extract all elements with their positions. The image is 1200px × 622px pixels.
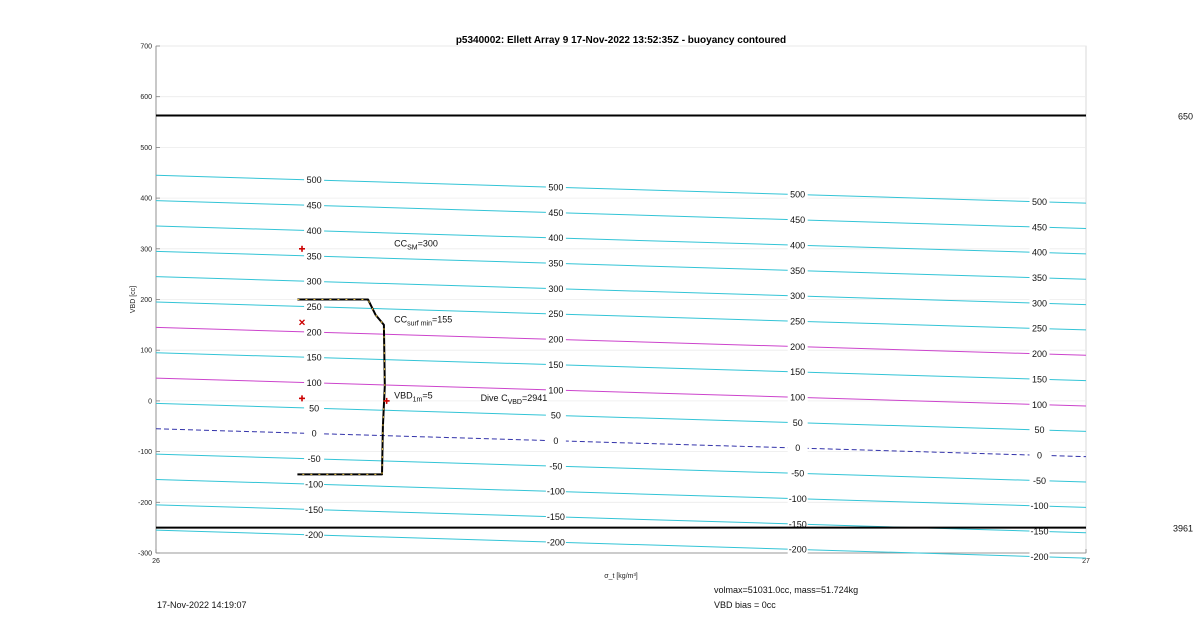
contour-label: 0 <box>553 435 559 446</box>
x-tick-label: 26 <box>152 558 160 565</box>
annotation-subscript: VBD <box>507 398 522 406</box>
contour-label: 150 <box>790 367 806 378</box>
y-axis-label: VBD [cc] <box>130 285 137 314</box>
annotation-base: CC <box>394 314 408 325</box>
contour-label: 500 <box>1031 196 1048 207</box>
contour-label: 350 <box>548 258 564 269</box>
y-tick-label: 0 <box>148 398 152 406</box>
contour-label: 300 <box>790 291 806 302</box>
contour-label: -50 <box>1032 475 1047 486</box>
contour-label: 0 <box>795 443 801 454</box>
contour-label: 400 <box>1031 247 1048 258</box>
limit-label: 650 <box>1177 111 1193 122</box>
contour-label: 100 <box>306 378 322 389</box>
y-tick-label: -200 <box>137 499 152 507</box>
contour-label: 500 <box>306 175 322 186</box>
x-tick-label: 27 <box>1082 558 1090 565</box>
contour-label: 350 <box>790 265 806 276</box>
x-axis-label: σ_t [kg/m³] <box>604 573 638 580</box>
contour-label: 50 <box>1034 425 1045 436</box>
y-tick-label: -300 <box>137 550 152 558</box>
contour-label: -50 <box>307 454 321 465</box>
contour-label: 150 <box>548 359 564 370</box>
contour-label: -200 <box>788 544 807 555</box>
contour-label: 450 <box>790 215 806 226</box>
contour-label: 450 <box>1031 222 1048 233</box>
contour-label: 100 <box>548 385 564 396</box>
contour-label: 50 <box>550 410 561 421</box>
contour-label: 250 <box>548 309 564 320</box>
footer-timestamp: 17-Nov-2022 14:19:07 <box>157 600 247 610</box>
footer-volmax: volmax=51031.0cc, mass=51.724kg <box>714 585 859 595</box>
annotation-subscript: 1m <box>412 396 423 404</box>
annotation-value: =300 <box>417 238 438 249</box>
annotation-subscript: SM <box>407 244 418 252</box>
contour-label: -50 <box>791 468 805 479</box>
annotation-base: CC <box>394 238 408 249</box>
contour-label: -200 <box>546 537 565 548</box>
contour-label: 450 <box>548 207 564 218</box>
contour-label: 150 <box>306 352 322 363</box>
y-tick-label: 100 <box>140 347 152 355</box>
contour-label: 250 <box>1031 323 1048 334</box>
contour-label: -100 <box>788 493 807 504</box>
contour-label: 350 <box>306 251 322 262</box>
contour-label: 450 <box>306 200 322 211</box>
y-tick-label: 600 <box>140 94 152 102</box>
contour-label: 0 <box>311 428 317 439</box>
contour-label: -200 <box>1030 551 1049 562</box>
y-tick-label: 400 <box>140 195 152 203</box>
contour-label: 500 <box>790 189 806 200</box>
footer-vbd-bias: VBD bias = 0cc <box>714 600 776 610</box>
contour-label: -200 <box>305 530 324 541</box>
contour-label: -50 <box>549 461 563 472</box>
y-tick-label: 200 <box>140 297 152 304</box>
annotation-value: =2941 <box>521 392 548 403</box>
contour-label: 100 <box>790 392 806 403</box>
annotation-value: =5 <box>422 390 433 401</box>
annotation-base: VBD <box>394 390 413 401</box>
contour-label: -100 <box>546 486 565 497</box>
y-tick-label: 300 <box>140 246 152 254</box>
contour-label: 50 <box>309 403 320 414</box>
contour-label: 400 <box>790 240 806 251</box>
contour-label: -150 <box>788 519 807 530</box>
contour-label: 200 <box>1031 349 1048 360</box>
contour-label: -100 <box>305 479 324 490</box>
contour-label: -150 <box>546 512 565 523</box>
limit-label: 3961 <box>1172 523 1193 534</box>
contour-label: 400 <box>548 233 564 244</box>
contour-label: -100 <box>1030 501 1049 512</box>
chart-title: p5340002: Ellett Array 9 17-Nov-2022 13:52:35Z - buoyancy contoured <box>455 35 787 46</box>
contour-label: 350 <box>1031 273 1048 284</box>
contour-label: 50 <box>792 417 803 428</box>
contour-label: 400 <box>306 225 322 236</box>
contour-label: 200 <box>548 334 564 345</box>
y-tick-label: 700 <box>140 43 152 51</box>
plot-area <box>130 44 1193 581</box>
contour-label: 100 <box>1031 399 1048 410</box>
y-tick-label: -100 <box>137 449 152 457</box>
contour-label: 250 <box>790 316 806 327</box>
contour-label: 200 <box>306 327 322 338</box>
contour-label: 300 <box>548 283 564 294</box>
contour-label: 200 <box>790 341 806 352</box>
contour-label: 150 <box>1031 374 1048 385</box>
contour-label: -150 <box>1030 526 1049 537</box>
contour-label: 250 <box>306 301 322 312</box>
y-tick-label: 500 <box>140 144 152 152</box>
annotation-base: Dive C <box>480 392 508 403</box>
annotation-subscript: surf min <box>407 320 432 328</box>
contour-label: 300 <box>1031 298 1048 309</box>
contour-label: 300 <box>306 276 322 287</box>
contour-label: -150 <box>305 504 324 515</box>
contour-label: 500 <box>548 182 564 193</box>
annotation-value: =155 <box>431 314 453 325</box>
contour-label: 0 <box>1036 450 1043 461</box>
